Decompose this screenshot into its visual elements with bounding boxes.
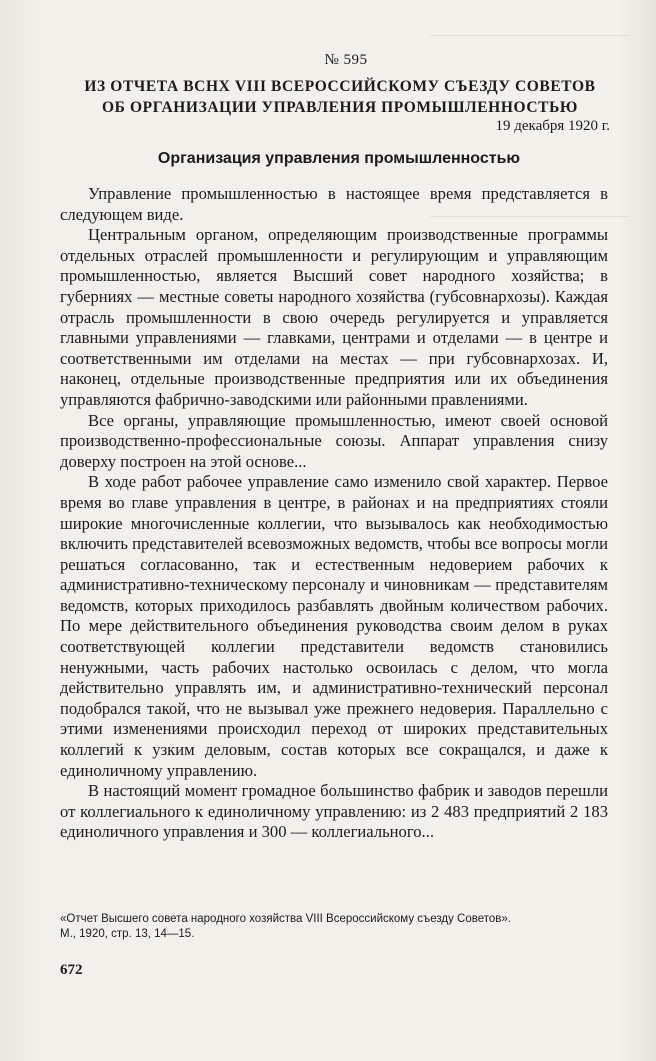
document-title-line-1: ИЗ ОТЧЕТА ВСНХ VIII ВСЕРОССИЙСКОМУ СЪЕЗДУ СОВЕТОВ bbox=[84, 78, 596, 95]
document-title-line-2: ОБ ОРГАНИЗАЦИИ УПРАВЛЕНИЯ ПРОМЫШЛЕННОСТЬЮ bbox=[102, 99, 578, 116]
document-number: № 595 bbox=[324, 52, 368, 68]
body-text bbox=[60, 184, 608, 843]
paragraph: Управление промышленностью в настоящее время представляется в следующем виде. bbox=[60, 184, 608, 224]
paragraph: Центральным органом, определяющим производственные программы отдельных отраслей промышленности и регулирующим и управляющим промышленностью, является Высший совет народного хозяйства; в губерниях — местные советы народного хозяйства (губсовнархозы). Каждая отрасль промышленности в свою очередь регулируется и управляется главными управлениями — главками, центрами и отделами — в центре и соответственными им отделами на местах — при губсовнархозах. И, наконец, отдельные производственные предприятия или их объединения управляются фабрично-заводскими или районными правлениями. bbox=[60, 225, 608, 409]
paragraph: В настоящий момент громадное большинство фабрик и заводов перешли от коллегиального к единоличному управлению: из 2 483 предприятий 2 183 единоличного управления и 300 — коллегиального... bbox=[60, 781, 608, 842]
paragraph: Все органы, управляющие промышленностью, имеют своей основой производственно-профессиональные союзы. Аппарат управления снизу доверху построен на этой основе... bbox=[60, 410, 608, 471]
source-footnote: «Отчет Высшего совета народного хозяйства VIII Всероссийскому съезду Советов». М., 1920, стр. 13, 14—15. bbox=[60, 913, 511, 940]
document-date: 19 декабря 1920 г. bbox=[495, 118, 610, 134]
section-title: Организация управления промышленностью bbox=[157, 150, 521, 167]
paragraph: В ходе работ рабочее управление само изменило свой характер. Первое время во главе управления в центре, в районах и на предприятиях стояли широкие многочисленные коллегии, что вызывалось как необходимостью включить представителей всевозможных ведомств, чтобы все вопросы могли решаться согласованно, так и естественным недоверием рабочих к административно-техническому персоналу и чиновникам — представителям ведомств, которых приходилось разбавлять двойным количеством рабочих. По мере действительного объединения руководства своим делом в руках соответствующей коллегии представители ведомств становились ненужными, часть рабочих настолько освоилась с делом, что могла действительно управлять им, и административно-технический персонал подобрался такой, что не вызывал уже прежнего недоверия. Параллельно с этими изменениями происходил переход от широких представительных коллегий к узким деловым, состав которых все сокращался, и даже к единоличному управлению. bbox=[60, 472, 608, 780]
page-number: 672 bbox=[60, 962, 83, 978]
document-title bbox=[60, 76, 620, 118]
